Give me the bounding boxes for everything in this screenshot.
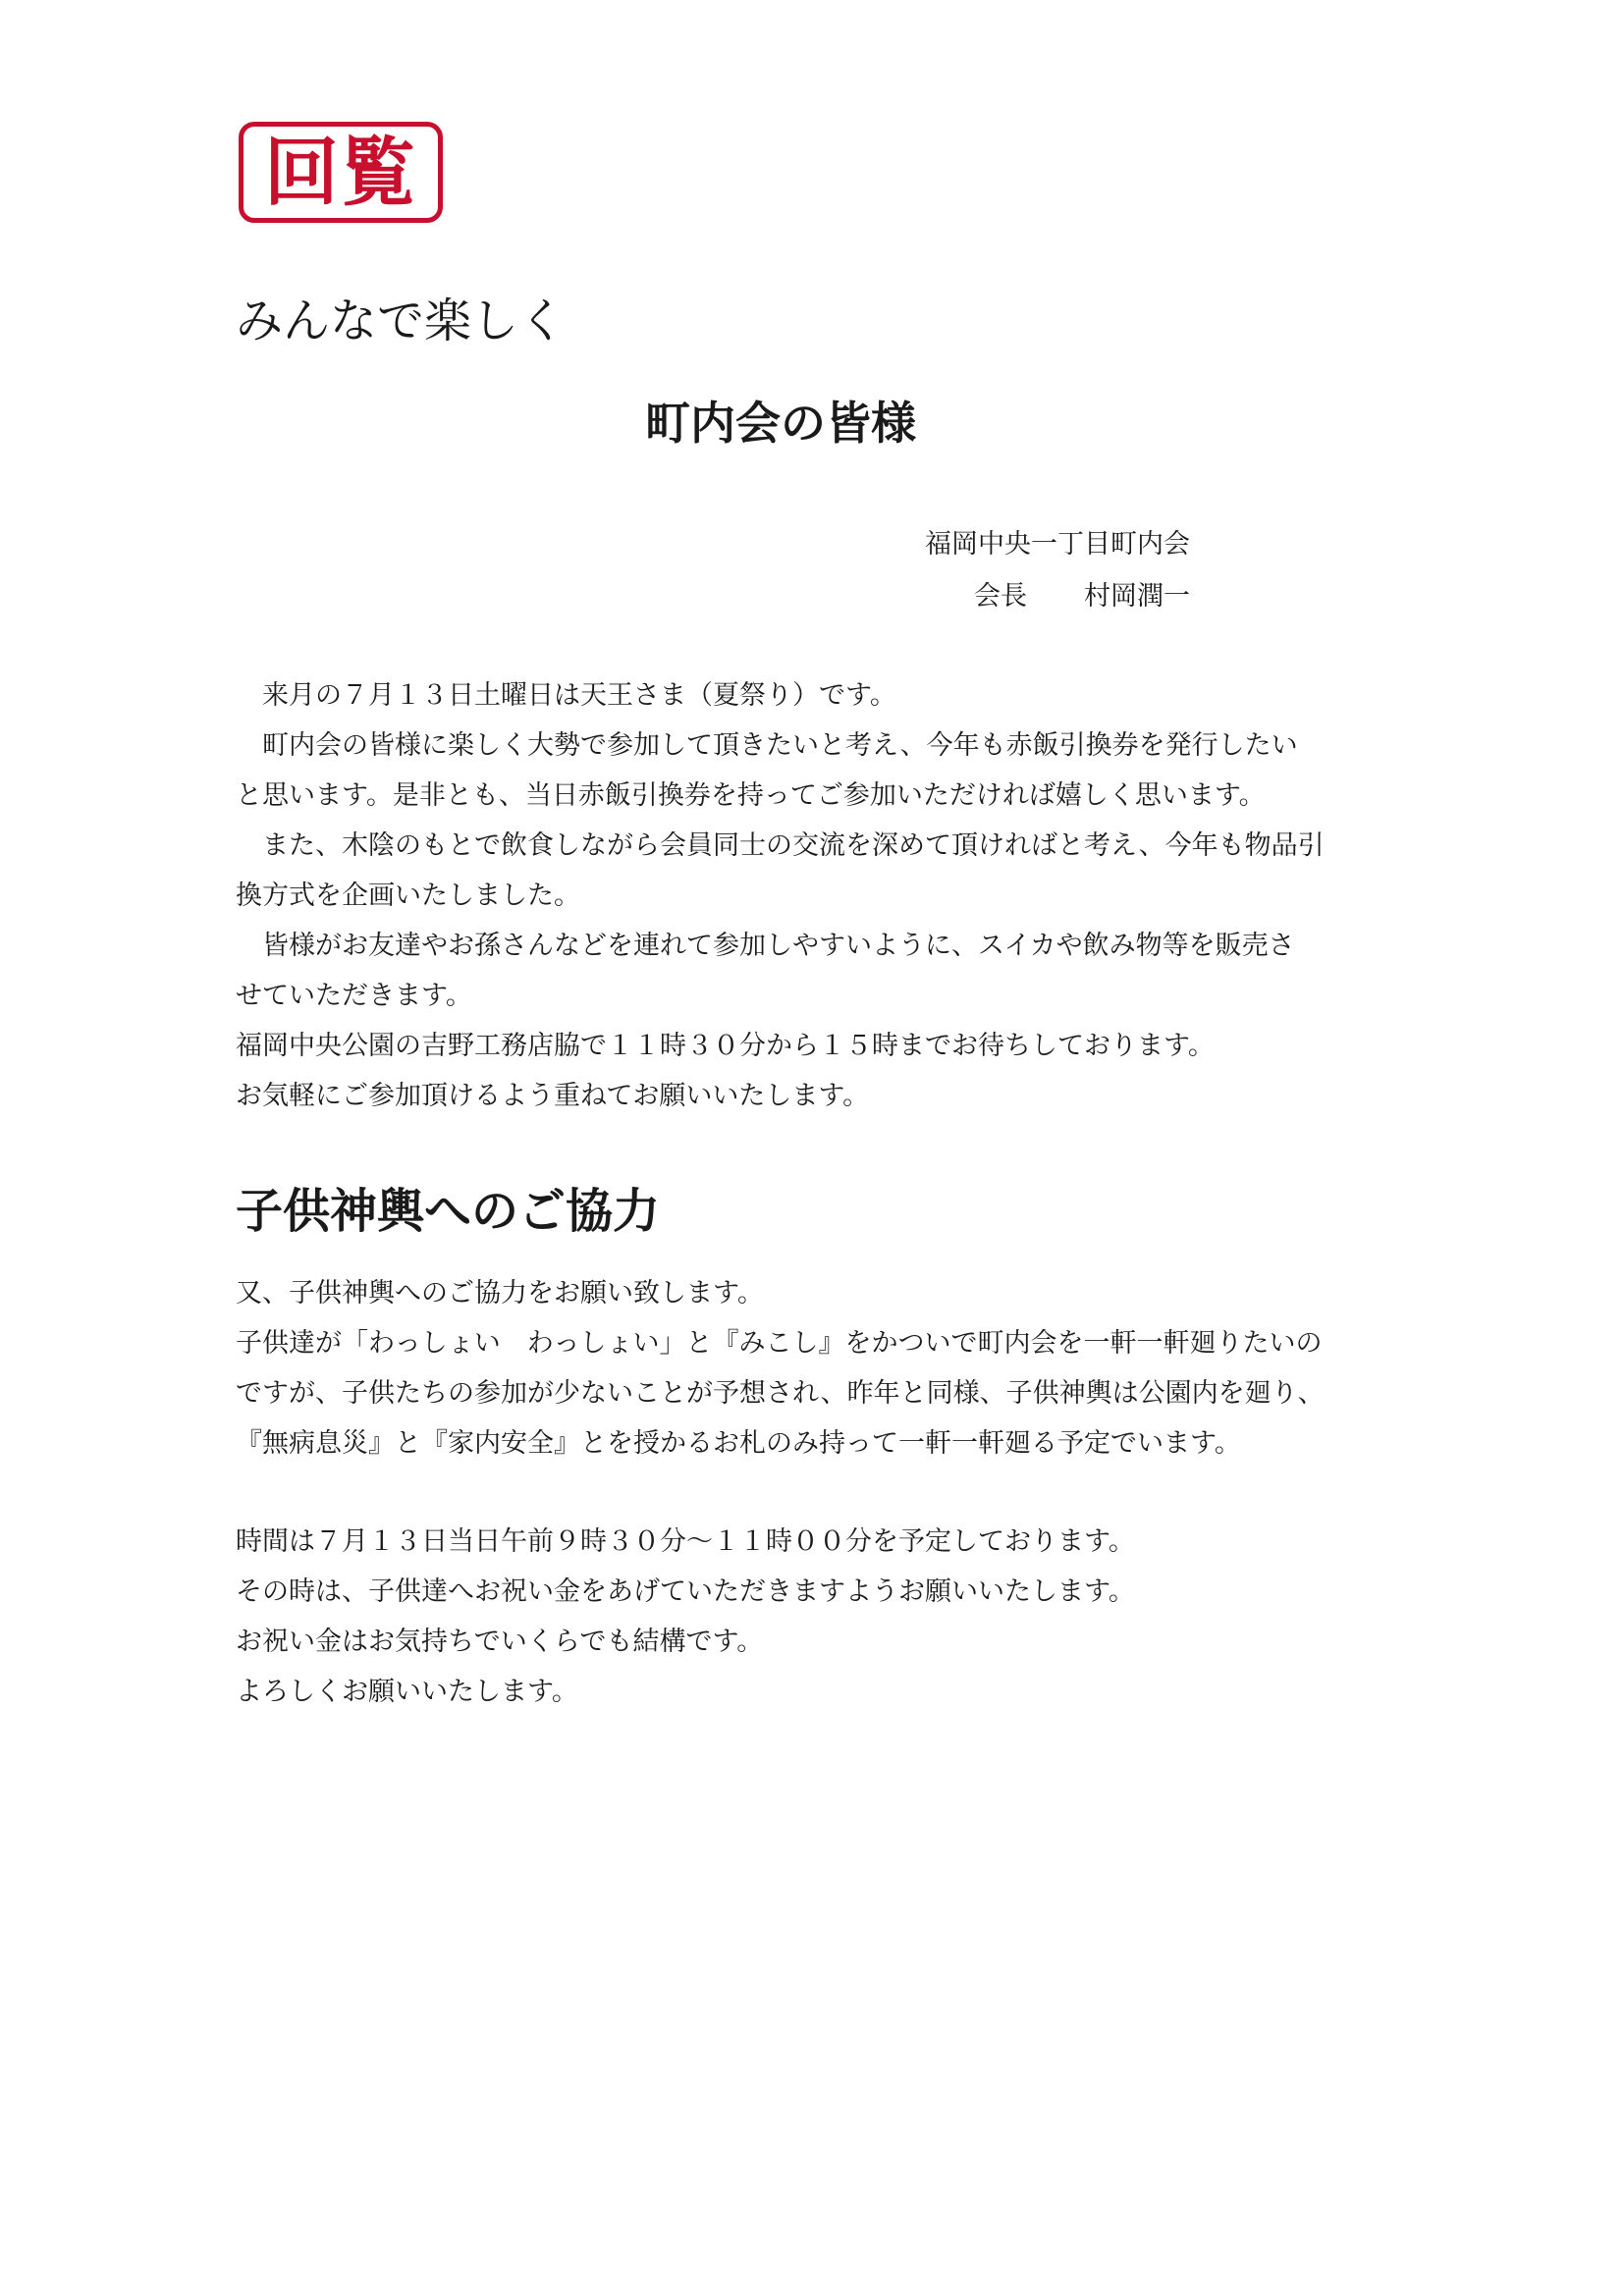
sender-organization: 福岡中央一丁目町内会 (925, 529, 1190, 560)
sender-signature (974, 583, 1190, 610)
body-line: また、木陰のもとで飲食しながら会員同士の交流を深めて頂ければと考え、今年も物品引 (236, 830, 1325, 861)
body-line: よろしくお願いいたします。 (236, 1677, 578, 1707)
body-line: と思います。是非とも、当日赤飯引換券を持ってご参加いただければ嬉しく思います。 (236, 780, 1266, 811)
body-line: お気軽にご参加頂けるよう重ねてお願いいたします。 (236, 1081, 870, 1111)
sender-name: 村岡潤一 (1084, 581, 1190, 612)
body-line: 換方式を企画いたしました。 (236, 881, 580, 911)
body-line: 子供達が「わっしょい わっしょい」と『みこし』をかついで町内会を一軒一軒廻りたいの (236, 1328, 1323, 1359)
body-line: せていただきます。 (236, 981, 472, 1011)
festival-announcement-body (236, 670, 1414, 1121)
heading-enjoy-together: みんなで楽しく (236, 294, 567, 348)
body-line: ですが、子供たちの参加が少ないことが予想され、昨年と同様、子供神輿は公園内を廻り、 (236, 1378, 1325, 1409)
body-line: 来月の７月１３日土曜日は天王さま（夏祭り）です。 (236, 680, 896, 711)
sender-title: 会長 (974, 581, 1027, 612)
body-line: 時間は７月１３日当日午前９時３０分～１１時００分を予定しております。 (236, 1526, 1135, 1557)
body-line: 『無病息災』と『家内安全』とを授かるお札のみ持って一軒一軒廻る予定でいます。 (236, 1428, 1241, 1459)
body-line: その時は、子供達へお祝い金をあげていただきますようお願いいたします。 (236, 1576, 1135, 1607)
heading-kids-mikoshi: 子供神輿へのご協力 (236, 1184, 661, 1239)
schedule-body (236, 1517, 1414, 1717)
body-line: 皆様がお友達やお孫さんなどを連れて参加しやすいように、スイカや飲み物等を販売さ (236, 931, 1295, 961)
body-line: 福岡中央公園の吉野工務店脇で１１時３０分から１５時までお待ちしております。 (236, 1031, 1215, 1061)
body-line: 又、子供神輿へのご協力をお願い致します。 (236, 1278, 764, 1308)
kairan-stamp: 回覧 (239, 122, 443, 223)
mikoshi-request-body (236, 1268, 1414, 1468)
body-line: お祝い金はお気持ちでいくらでも結構です。 (236, 1627, 764, 1657)
body-line: 町内会の皆様に楽しく大勢で参加して頂きたいと考え、今年も赤飯引換券を発行したい (236, 730, 1298, 761)
recipient-heading: 町内会の皆様 (645, 397, 916, 450)
